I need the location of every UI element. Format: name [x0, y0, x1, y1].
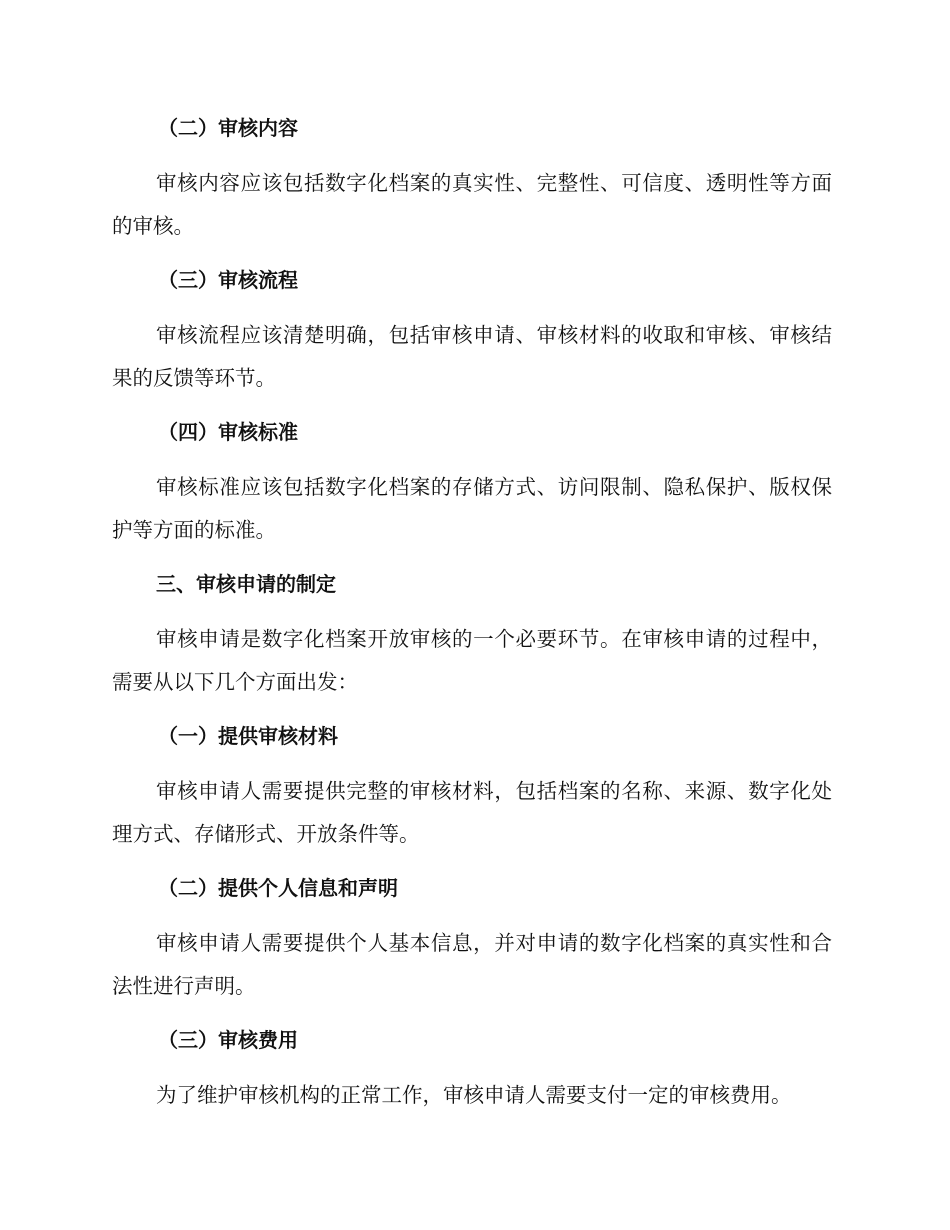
paragraph-audit-process: 审核流程应该清楚明确，包括审核申请、审核材料的收取和审核、审核结果的反馈等环节。 — [112, 323, 832, 390]
paragraph-audit-standard: 审核标准应该包括数字化档案的存储方式、访问限制、隐私保护、版权保护等方面的标准。 — [112, 475, 832, 542]
paragraph-audit-content: 审核内容应该包括数字化档案的真实性、完整性、可信度、透明性等方面的审核。 — [112, 171, 832, 238]
section-heading-audit-content: （二）审核内容 — [158, 116, 298, 140]
section-heading-audit-fee: （三）审核费用 — [158, 1028, 298, 1052]
section-heading-audit-standard: （四）审核标准 — [158, 420, 298, 444]
paragraph-personal-info: 审核申请人需要提供个人基本信息，并对申请的数字化档案的真实性和合法性进行声明。 — [112, 931, 832, 998]
paragraph-audit-fee: 为了维护审核机构的正常工作，审核申请人需要支付一定的审核费用。 — [156, 1083, 792, 1107]
section-heading-personal-info: （二）提供个人信息和声明 — [158, 876, 398, 900]
section-heading-provide-materials: （一）提供审核材料 — [158, 724, 338, 748]
paragraph-provide-materials: 审核申请人需要提供完整的审核材料，包括档案的名称、来源、数字化处理方式、存储形式、开放条件等。 — [112, 779, 832, 846]
section-heading-audit-process: （三）审核流程 — [158, 268, 298, 292]
chapter-heading-application: 三、审核申请的制定 — [156, 572, 336, 596]
paragraph-application-intro: 审核申请是数字化档案开放审核的一个必要环节。在审核申请的过程中，需要从以下几个方面出发： — [112, 627, 832, 694]
